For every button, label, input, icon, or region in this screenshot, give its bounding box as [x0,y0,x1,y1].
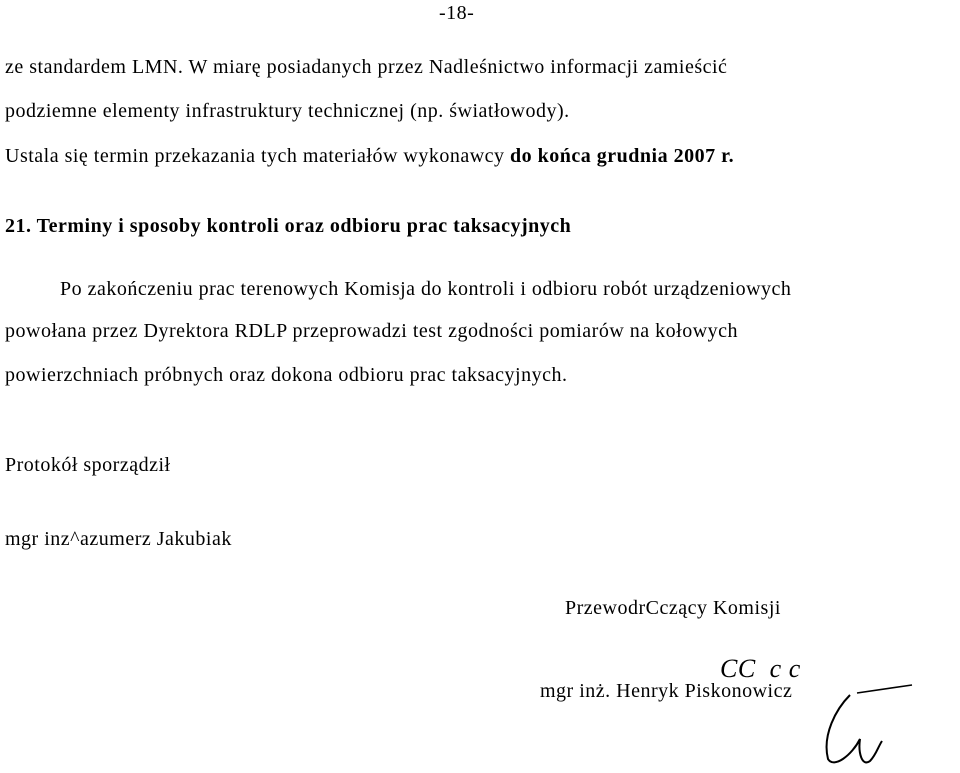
deadline-sentence: Ustala się termin przekazania tych materiałów wykonawcy [5,145,511,167]
signature-marks: CC c c [720,654,801,683]
commission-chair-name: mgr inż. Henryk Piskonowicz [540,680,793,702]
page-number: -18- [439,2,475,24]
intro-line-3 [5,145,734,168]
intro-line-2: podziemne elementy infrastruktury technicznej (np. światłowody). [5,100,570,122]
protocol-author: mgr inz^azumerz Jakubiak [5,528,232,550]
handwritten-signature [812,683,922,773]
section-paragraph-line-2: powołana przez Dyrektora RDLP przeprowadzi test zgodności pomiarów na kołowych [5,320,739,342]
deadline-date: do końca grudnia 2007 r. [510,145,735,167]
section-paragraph-line-1: Po zakończeniu prac terenowych Komisja do kontroli i odbioru robót urządzeniowych [60,278,792,300]
section-paragraph-line-3: powierzchniach próbnych oraz dokona odbioru prac taksacyjnych. [5,364,568,386]
protocol-label: Protokół sporządził [5,454,171,476]
intro-line-1: ze standardem LMN. W miarę posiadanych przez Nadleśnictwo informacji zamieścić [5,56,728,78]
commission-chair-label: PrzewodrCczący Komisji [565,597,781,619]
section-heading: 21. Terminy i sposoby kontroli oraz odbioru prac taksacyjnych [5,215,572,237]
